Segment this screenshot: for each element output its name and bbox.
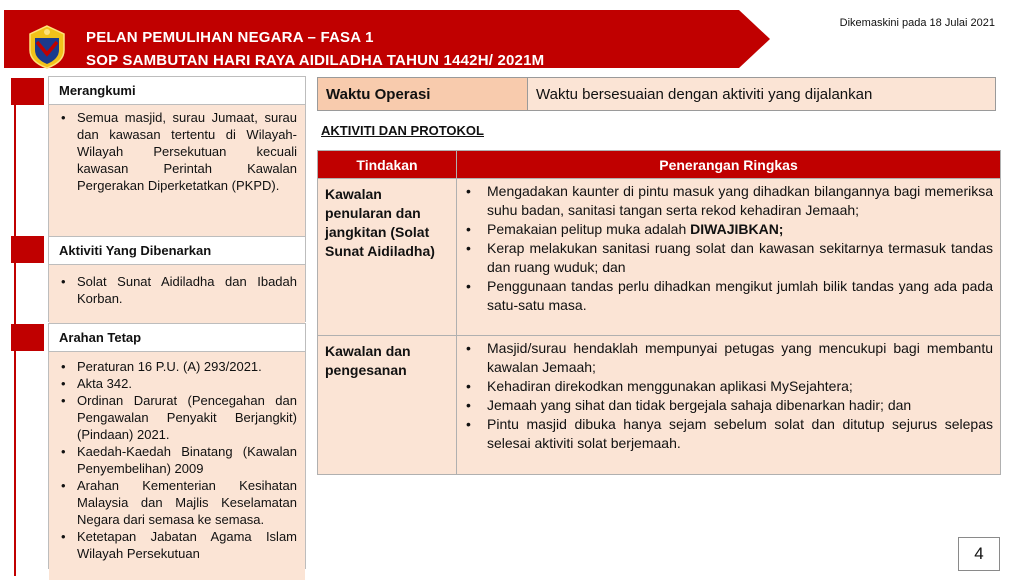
- list-item: • Penggunaan tandas perlu dihadkan mengikut jumlah bilik tandas yang ada pada satu-satu masa.: [463, 277, 993, 315]
- section-marker: [11, 324, 44, 351]
- waktu-operasi-label: Waktu Operasi: [318, 78, 528, 110]
- protocol-table: [317, 150, 1001, 475]
- list-item: • Solat Sunat Aidiladha dan Ibadah Korban.: [59, 273, 297, 307]
- column-header-penerangan: Penerangan Ringkas: [457, 151, 1001, 179]
- column-header-tindakan: Tindakan: [318, 151, 457, 179]
- header-subtitle: SOP SAMBUTAN HARI RAYA AIDILADHA TAHUN 1442H/ 2021M: [86, 52, 545, 69]
- tindakan-cell: Kawalan penularan dan jangkitan (Solat Sunat Aidiladha): [318, 179, 457, 336]
- aktiviti-title: Aktiviti Yang Dibenarkan: [49, 237, 305, 265]
- header-banner: [4, 10, 770, 68]
- list-item: • Ordinan Darurat (Pencegahan dan Pengawalan Penyakit Berjangkit) (Pindaan) 2021.: [59, 392, 297, 443]
- penerangan-cell: [457, 336, 1001, 475]
- list-item: • Jemaah yang sihat dan tidak bergejala sahaja dibenarkan hadir; dan: [463, 396, 993, 415]
- table-row: [318, 179, 1001, 336]
- arahan-title: Arahan Tetap: [49, 324, 305, 352]
- list-item: • Peraturan 16 P.U. (A) 293/2021.: [59, 358, 297, 375]
- section-marker: [11, 236, 44, 263]
- list-item: • Kaedah-Kaedah Binatang (Kawalan Penyembelihan) 2009: [59, 443, 297, 477]
- crest-icon: [24, 24, 70, 70]
- merangkumi-title: Merangkumi: [49, 77, 305, 105]
- list-item: • Mengadakan kaunter di pintu masuk yang dihadkan bilangannya bagi memeriksa suhu badan, sanitasi tangan serta rekod kehadiran Jemaah;: [463, 182, 993, 220]
- penerangan-cell: [457, 179, 1001, 336]
- item-text: Pemakaian pelitup muka adalah: [487, 221, 691, 237]
- list-item: • Pintu masjid dibuka hanya sejam sebelum solat dan ditutup sejurus selepas selesai aktiviti solat berjemaah.: [463, 415, 993, 453]
- header-title: PELAN PEMULIHAN NEGARA – FASA 1: [86, 29, 374, 46]
- list-item: [463, 220, 993, 239]
- list-item: • Semua masjid, surau Jumaat, surau dan kawasan tertentu di Wilayah-Wilayah Persekutuan kecuali kawasan Perintah Kawalan Pergerakan Diperketatkan (PKPD).: [59, 109, 297, 194]
- arahan-box: [48, 323, 306, 569]
- section-title: AKTIVITI DAN PROTOKOL: [321, 123, 484, 138]
- list-item: • Ketetapan Jabatan Agama Islam Wilayah Persekutuan: [59, 528, 297, 562]
- table-row: [318, 336, 1001, 475]
- list-item: • Arahan Kementerian Kesihatan Malaysia dan Majlis Keselamatan Negara dari semasa ke semasa.: [59, 477, 297, 528]
- merangkumi-box: [48, 76, 306, 236]
- section-marker: [11, 78, 44, 105]
- list-item: • Akta 342.: [59, 375, 297, 392]
- list-item: • Kehadiran direkodkan menggunakan aplikasi MySejahtera;: [463, 377, 993, 396]
- list-item: • Kerap melakukan sanitasi ruang solat dan kawasan sekitarnya termasuk tandas dan ruang wuduk; dan: [463, 239, 993, 277]
- waktu-operasi-row: [317, 77, 996, 111]
- item-emphasis: DIWAJIBKAN;: [690, 221, 784, 237]
- page-number: 4: [958, 537, 1000, 571]
- tindakan-cell: Kawalan dan pengesanan: [318, 336, 457, 475]
- waktu-operasi-value: Waktu bersesuaian dengan aktiviti yang dijalankan: [528, 78, 995, 110]
- aktiviti-box: [48, 236, 306, 322]
- updated-date: Dikemaskini pada 18 Julai 2021: [839, 17, 995, 29]
- arahan-body: [49, 352, 305, 580]
- list-item: • Masjid/surau hendaklah mempunyai petugas yang mencukupi bagi membantu kawalan Jemaah;: [463, 339, 993, 377]
